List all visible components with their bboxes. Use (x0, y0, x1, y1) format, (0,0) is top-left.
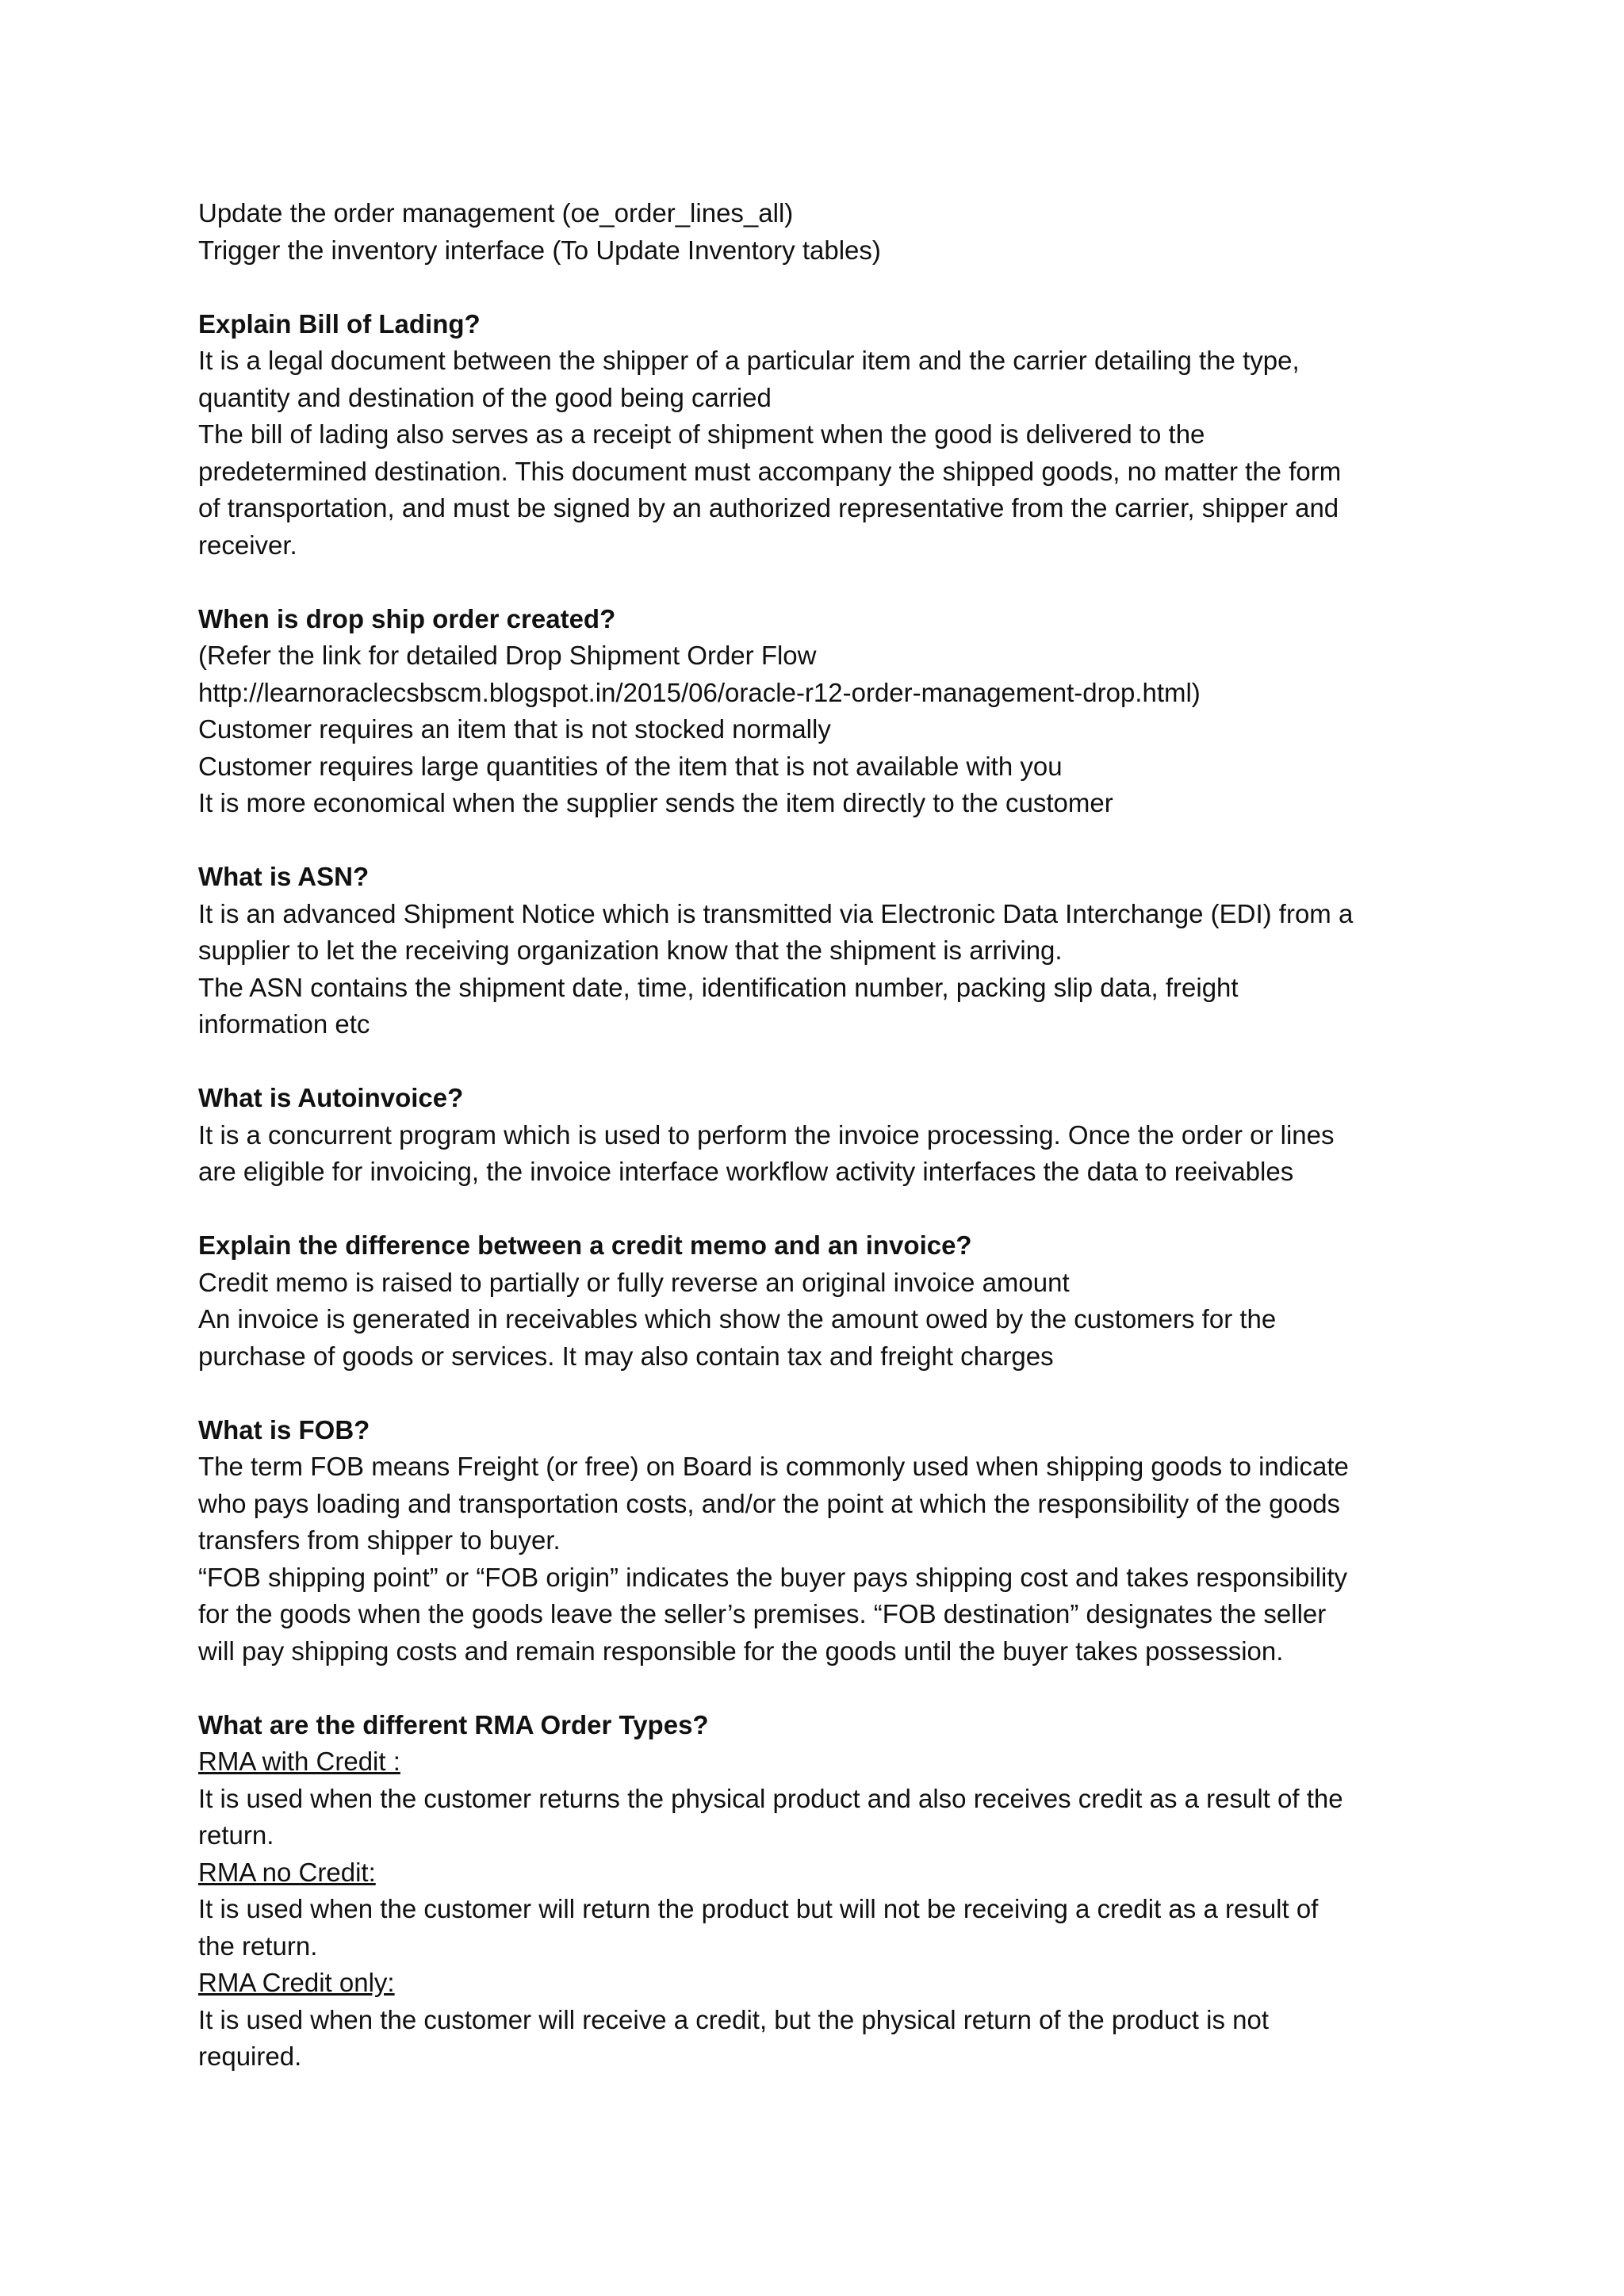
intro-section (198, 195, 1451, 269)
text-line: predetermined destination. This document must accompany the shipped goods, no matter the form (198, 456, 1342, 486)
text-line: the return. (198, 1931, 318, 1961)
section-heading: What is FOB? (198, 1414, 370, 1445)
text-line: return. (198, 1820, 274, 1850)
text-line: who pays loading and transportation costs, and/or the point at which the responsibility of the goods (198, 1488, 1341, 1518)
section-heading: What is ASN? (198, 862, 370, 891)
text-line: supplier to let the receiving organization know that the shipment is arriving. (198, 936, 1063, 965)
asn-section (198, 859, 1451, 1043)
rma-type-label: RMA no Credit: (198, 1857, 376, 1887)
text-line: (Refer the link for detailed Drop Shipment Order Flow (198, 641, 817, 670)
credit-memo-section (198, 1227, 1451, 1375)
text-line: The ASN contains the shipment date, time, identification number, packing slip data, freight (198, 972, 1239, 1002)
text-line: purchase of goods or services. It may also contain tax and freight charges (198, 1341, 1054, 1371)
text-line: transfers from shipper to buyer. (198, 1525, 561, 1555)
text-line: will pay shipping costs and remain responsible for the goods until the buyer takes possession. (198, 1636, 1284, 1666)
rma-type-with-credit (198, 1743, 1451, 1781)
text-line: “FOB shipping point” or “FOB origin” indicates the buyer pays shipping cost and takes responsibility (198, 1562, 1348, 1592)
reference-link-text: http://learnoraclecsbscm.blogspot.in/2015/06/oracle-r12-order-management-drop.html) (198, 677, 1201, 707)
rma-type-label: RMA with Credit : (198, 1747, 400, 1776)
text-line: It is a legal document between the shipper of a particular item and the carrier detailing the type, (198, 346, 1300, 375)
bill-of-lading-section (198, 306, 1451, 564)
rma-type-label: RMA Credit only: (198, 1968, 395, 1997)
text-line: Update the order management (oe_order_lines_all) (198, 198, 794, 228)
autoinvoice-section (198, 1080, 1451, 1191)
text-line: Trigger the inventory interface (To Update Inventory tables) (198, 235, 881, 265)
paragraph-spacer (198, 1375, 1451, 1412)
text-line: Customer requires an item that is not stocked normally (198, 714, 831, 744)
rma-type-credit-only (198, 1965, 1451, 2002)
text-line: It is an advanced Shipment Notice which is transmitted via Electronic Data Interchange (EDI) from a (198, 898, 1354, 928)
document-body (198, 195, 1451, 2076)
text-line: It is used when the customer will return the product but will not be receiving a credit as a result of (198, 1894, 1319, 1923)
text-line: receiver. (198, 530, 297, 560)
rma-section (198, 1707, 1451, 2076)
text-line: The bill of lading also serves as a receipt of shipment when the good is delivered to the (198, 419, 1205, 449)
text-line: It is more economical when the supplier sends the item directly to the customer (198, 788, 1113, 817)
paragraph-spacer (198, 1670, 1451, 1707)
fob-section (198, 1412, 1451, 1670)
text-line: of transportation, and must be signed by an authorized representative from the carrier, shipper and (198, 493, 1339, 522)
rma-type-no-credit (198, 1854, 1451, 1892)
text-line: Credit memo is raised to partially or fully reverse an original invoice amount (198, 1267, 1070, 1297)
text-line: The term FOB means Freight (or free) on Board is commonly used when shipping goods to indicate (198, 1452, 1349, 1481)
text-line: are eligible for invoicing, the invoice interface workflow activity interfaces the data to reeivables (198, 1157, 1294, 1186)
section-heading: Explain the difference between a credit memo and an invoice? (198, 1230, 972, 1260)
text-line: required. (198, 2042, 302, 2071)
section-heading: What are the different RMA Order Types? (198, 1709, 709, 1739)
text-line: It is used when the customer returns the physical product and also receives credit as a result of the (198, 1783, 1343, 1813)
section-heading: When is drop ship order created? (198, 603, 616, 633)
paragraph-spacer (198, 1191, 1451, 1228)
paragraph-spacer (198, 1043, 1451, 1081)
text-line: It is a concurrent program which is used to perform the invoice processing. Once the order or lines (198, 1119, 1335, 1150)
drop-ship-section (198, 601, 1451, 822)
text-line: quantity and destination of the good being carried (198, 382, 772, 412)
text-line: An invoice is generated in receivables which show the amount owed by the customers for the (198, 1304, 1277, 1334)
paragraph-spacer (198, 269, 1451, 306)
paragraph-spacer (198, 822, 1451, 859)
section-heading: Explain Bill of Lading? (198, 308, 481, 339)
text-line: Customer requires large quantities of the item that is not available with you (198, 751, 1063, 781)
paragraph-spacer (198, 564, 1451, 601)
text-line: It is used when the customer will receive a credit, but the physical return of the product is not (198, 2004, 1270, 2034)
section-heading: What is Autoinvoice? (198, 1083, 464, 1112)
text-line: information etc (198, 1009, 370, 1039)
text-line: for the goods when the goods leave the seller’s premises. “FOB destination” designates the seller (198, 1599, 1327, 1628)
